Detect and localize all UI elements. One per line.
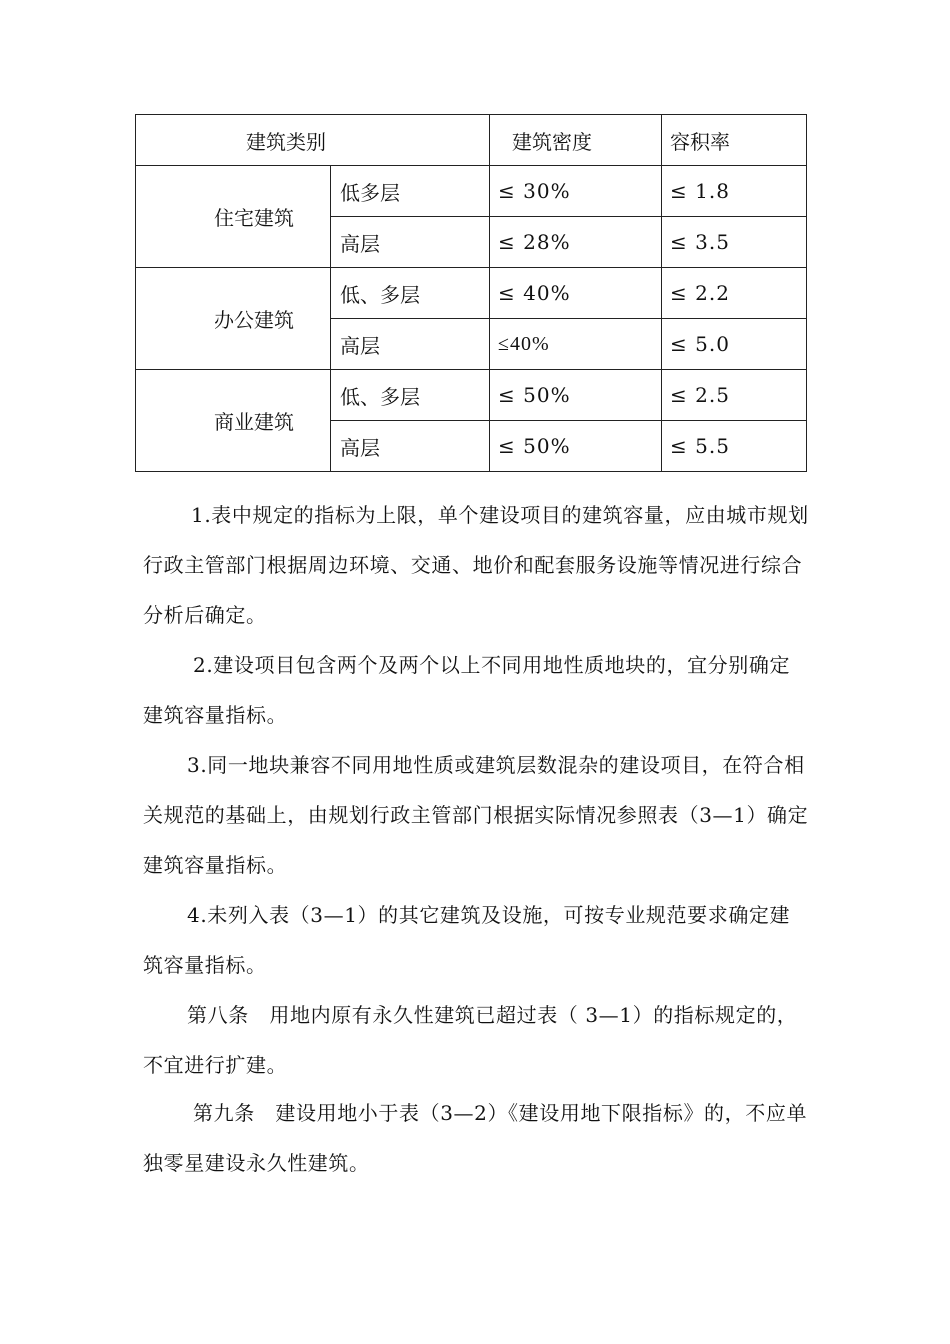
category-commercial: 商业建筑 (136, 370, 331, 472)
subtype-cell: 高层 (331, 421, 490, 472)
building-capacity-table (135, 114, 807, 472)
ratio-cell: ≤ 2.2 (662, 268, 807, 319)
note-paragraph-3: 3.同一地块兼容不同用地性质或建筑层数混杂的建设项目，在符合相关规范的基础上，由规划行政主管部门根据实际情况参照表（3—1）确定建筑容量指标。 (143, 753, 809, 877)
note-paragraph-4: 4.未列入表（3—1）的其它建筑及设施，可按专业规范要求确定建筑容量指标。 (143, 903, 791, 977)
subtype-cell: 低、多层 (331, 370, 490, 421)
density-cell: ≤ 50% (490, 370, 662, 421)
article-8-paragraph: 第八条 用地内原有永久性建筑已超过表（ 3—1）的指标规定的，不宜进行扩建。 (143, 1003, 798, 1077)
table-row (136, 166, 807, 217)
ratio-cell: ≤ 2.5 (662, 370, 807, 421)
table-header-row (136, 115, 807, 166)
note-paragraph-1: 1.表中规定的指标为上限，单个建设项目的建筑容量，应由城市规划行政主管部门根据周边环境、交通、地价和配套服务设施等情况进行综合分析后确定。 (143, 503, 809, 627)
density-cell: ≤ 50% (490, 421, 662, 472)
density-cell: ≤ 30% (490, 166, 662, 217)
header-building-type: 建筑类别 (136, 115, 490, 166)
ratio-cell: ≤ 5.5 (662, 421, 807, 472)
ratio-cell: ≤ 3.5 (662, 217, 807, 268)
table-row (136, 370, 807, 421)
header-building-density: 建筑密度 (490, 115, 662, 166)
subtype-cell: 低多层 (331, 166, 490, 217)
subtype-cell: 高层 (331, 319, 490, 370)
header-plot-ratio: 容积率 (662, 115, 807, 166)
subtype-cell: 低、多层 (331, 268, 490, 319)
category-office: 办公建筑 (136, 268, 331, 370)
note-paragraph-2: 2.建设项目包含两个及两个以上不同用地性质地块的，宜分别确定建筑容量指标。 (143, 653, 791, 727)
density-cell: ≤ 40% (490, 268, 662, 319)
ratio-cell: ≤ 5.0 (662, 319, 807, 370)
table-row (136, 268, 807, 319)
density-cell: ≤40% (490, 319, 662, 370)
subtype-cell: 高层 (331, 217, 490, 268)
density-cell: ≤ 28% (490, 217, 662, 268)
article-9-paragraph: 第九条 建设用地小于表（3—2）《建设用地下限指标》的，不应单独零星建设永久性建筑。 (143, 1101, 808, 1175)
ratio-cell: ≤ 1.8 (662, 166, 807, 217)
category-residential: 住宅建筑 (136, 166, 331, 268)
